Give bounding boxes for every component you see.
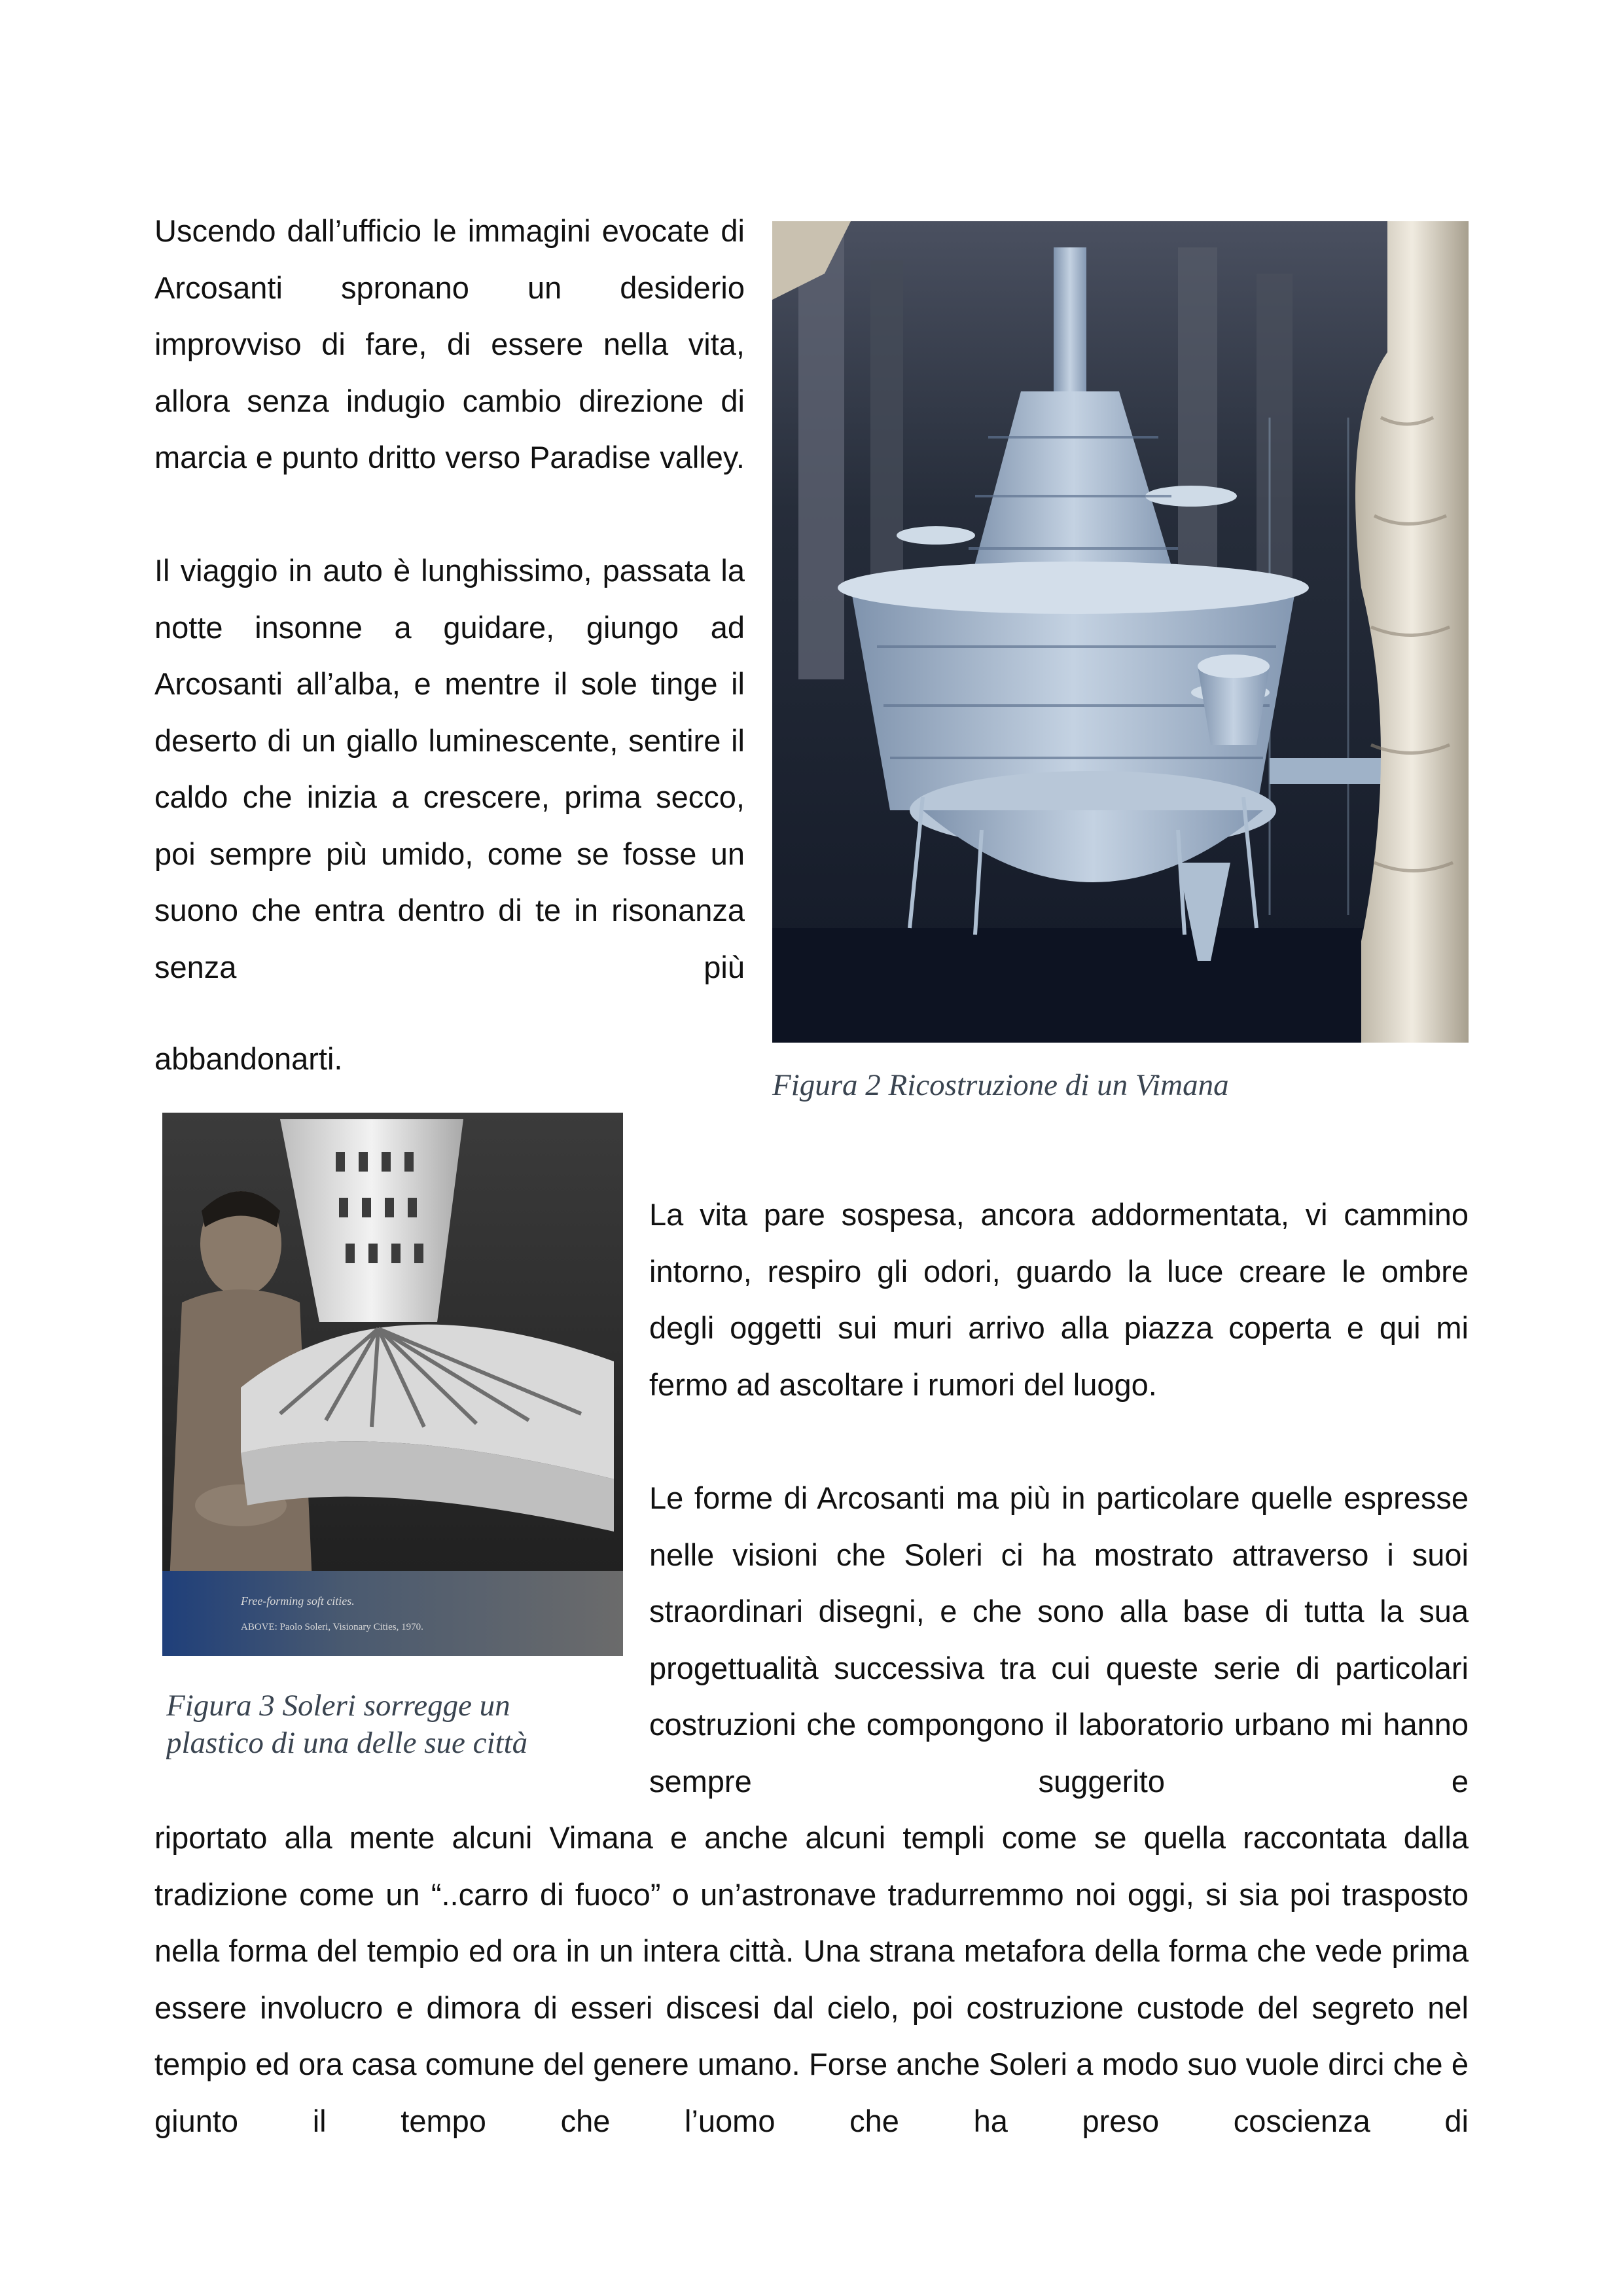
paragraph-4 — [649, 1470, 1469, 1810]
paragraph-4-text: Le forme di Arcosanti ma più in particolare quelle espresse nelle visioni che Soleri ci ha mostrato attraverso i suoi straordinari disegni, e che sono alla base di tutta la sua progettualità successiva tra cui queste serie di particolari costruzioni che compongono il laboratorio urbano mi hanno sempre suggerito e — [649, 1480, 1469, 1799]
figure-2-caption — [772, 1067, 1469, 1104]
paragraph-1-text: Uscendo dall’ufficio le immagini evocate di Arcosanti spronano un desiderio improvviso di fare, di essere nella vita, allora senza indugio cambio direzione di marcia e punto dritto verso Paradise valley. — [154, 213, 745, 475]
figure-3-caption-line-1: Figura 3 Soleri sorregge un — [166, 1689, 510, 1723]
paragraph-5-text: riportato alla mente alcuni Vimana e anche alcuni templi come se quella raccontata dalla tradizione come un “..carro di fuoco” o un’astronave tradurremmo noi oggi, si sia poi trasposto nella forma del tempio ed ora in un intera città. Una strana metafora della forma che vede prima essere involucro e dimora di esseri discesi dal cielo, poi costruzione custode del segreto nel tempio ed ora casa comune del genere umano. Forse anche Soleri a modo suo vuole dirci che è giunto il tempo che l’uomo che ha preso coscienza di — [154, 1820, 1469, 2138]
paragraph-2-ending-text: abbandonarti. — [154, 1041, 343, 1076]
paragraph-3-text: La vita pare sospesa, ancora addormentata, vi cammino intorno, respiro gli odori, guardo la luce creare le ombre degli oggetti sui muri arrivo alla piazza coperta e qui mi fermo ad ascoltare i rumori del luogo. — [649, 1197, 1469, 1402]
paragraph-3 — [649, 1187, 1469, 1413]
figure-2-caption-text: Figura 2 Ricostruzione di un Vimana — [772, 1068, 1229, 1102]
paragraph-2 — [154, 543, 745, 996]
soleri-holding-model-photo — [162, 1113, 623, 1656]
figure-3-caption — [166, 1687, 624, 1761]
paragraph-2-ending — [154, 1031, 745, 1088]
figure-3-caption-line-2: plastico di una delle sue città — [166, 1726, 528, 1760]
paragraph-2-text: Il viaggio in auto è lunghissimo, passata la notte insonne a guidare, giungo ad Arcosanti all’alba, e mentre il sole tinge il deserto di un giallo luminescente, sentire il caldo che inizia a crescere, prima secco, poi sempre più umido, come se fosse un suono che entra dentro di te in risonanza senza più — [154, 553, 745, 984]
soleri-photo-illustration — [162, 1113, 623, 1656]
paragraph-1 — [154, 203, 745, 486]
vimana-model-illustration — [772, 221, 1469, 1043]
vimana-model-photo — [772, 221, 1469, 1043]
paragraph-5 — [154, 1810, 1469, 2149]
inset-caption-line-2: ABOVE: Paolo Soleri, Visionary Cities, 1970. — [241, 1622, 423, 1632]
inset-caption-line-1: Free-forming soft cities. — [241, 1594, 355, 1607]
